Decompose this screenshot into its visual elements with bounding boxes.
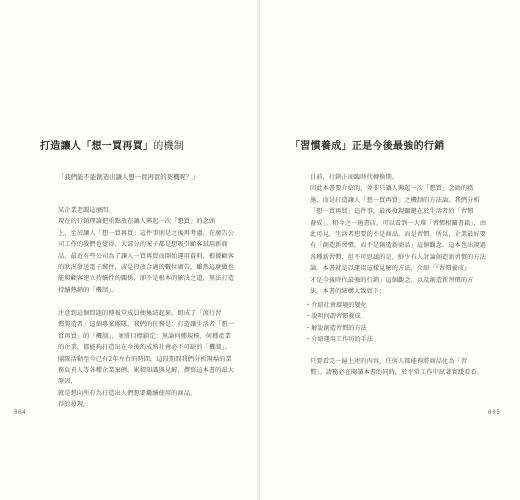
left-quote: 「我們能不能創造出讓人想一買再買的契機呢？」: [58, 173, 199, 181]
text-line: 團隊活動至今已有2年左右的時間，這段期間我們分析現場的業: [58, 355, 232, 363]
list-item: ・ 介紹運用工作坊的手法: [305, 334, 373, 345]
text-line: 務負責人等各種企業案例、累積知識與見解，撰寫這本書的最大原因，: [58, 367, 235, 386]
text-line: 有「創造新習慣，而不是創造新商品」這個觀念，這本也出現過: [310, 242, 487, 250]
text-line: 得的發現。: [58, 401, 90, 409]
right-chapter-title: [290, 137, 445, 152]
text-line: 現在的行銷理論把重點放在讓人興起一次「想買」的念頭: [58, 218, 216, 226]
text-line: 法。本書的結構大致如下：: [310, 288, 386, 296]
text-line: 注意到這個問題的博報堂成員便集結起來，組成了「流行習: [58, 310, 222, 317]
left-paragraph-1: [58, 205, 238, 296]
right-paragraph-2: [310, 356, 495, 379]
text-line: 施，而是打造讓人「想一買再買」之機制的方法論。我們分析: [310, 196, 480, 204]
list-item: ・ 說明何謂習慣養成: [305, 311, 373, 322]
page-number-left: 004: [14, 409, 27, 416]
text-line: 品。最近有些公司為了讓人一買再買而開始運用資料，根據顧客: [58, 252, 235, 260]
text-line: 此可見，生活者想要的不是商品，而是習慣。所以，企業最好要: [310, 231, 487, 239]
right-title-main: 「習慣養成」: [290, 141, 352, 152]
text-line: 「想一買再買」這件事，最後發現關鍵在於生活者的「習慣: [310, 208, 474, 216]
list-item: ・ 介紹社會環境的變化: [305, 300, 373, 311]
text-line: 上，至於讓人「想一買再買」這件事則是之後再考慮。在廣告公: [58, 229, 235, 237]
text-line: 司工作的我們也覺得，大部分的案子都是想吸引顧客試用新商: [58, 241, 228, 249]
right-page: [260, 0, 520, 500]
right-title-tail: 正是今後最強的行銷: [351, 141, 445, 152]
text-line: 能與顧客建立持續性的關係，卻不是根本的解決之道，無法打造: [58, 275, 235, 283]
text-line: 各種新習慣，但不可思議的是，鮮少有人討論創造新習慣的方法: [310, 253, 487, 261]
text-line: 慣製造者」這個專案團隊，我們的任務是：打造讓生活者「想一: [58, 321, 235, 329]
left-title-tail: 的機制: [153, 141, 185, 152]
text-line: 就是想向所有為打造出人們想要繼續使用的商品、: [58, 389, 197, 397]
text-line: 慣」。請務必在閱讀本書的同時，於平常工作中試著實踐看看。: [310, 369, 483, 377]
left-paragraph-2: [58, 308, 238, 411]
content-outline-list: [305, 300, 373, 346]
right-paragraph-1: [310, 172, 495, 297]
list-item: ・ 解說創造習慣的方法: [305, 323, 373, 334]
text-line: 某企業老闆這麼問。: [58, 207, 115, 214]
text-line: 論。本書就是以運用這樣見解的方法，介紹「『習慣養成』: [310, 265, 471, 273]
text-line: 持續熱銷的「機制」。: [58, 286, 118, 294]
text-line: 因此本書要介紹的，並非只讓人興起一次「想買」念頭的措: [310, 185, 474, 193]
text-line: 的企業，都能夠打造出在今後的成熟社會必不可缺的「機制」。: [58, 344, 231, 352]
text-line: 的狀況發送電子郵件，或是投放合適的數位廣告，雖然這麼做也: [58, 264, 235, 272]
text-line: 目前，行銷正面臨時代轉換期。: [310, 174, 399, 181]
text-line: 才是今後時代最強的行銷」這個觀念，以及創造新習慣的方: [310, 276, 474, 284]
text-line: 買再買」的「機制」，並將目標鎖定：無論何種規模、何種產業: [58, 332, 231, 340]
left-chapter-title: [40, 137, 184, 152]
page-number-right: 005: [488, 409, 501, 416]
text-line: 只要看完一遍上述的內容，任何人都能夠將商品化為「習: [310, 358, 468, 365]
text-line: 養成」。和今之一趟書店，可以看到一大堆「習慣相關書籍」，由: [310, 219, 487, 227]
left-title-main: 打造讓人「想一買再買」: [40, 141, 154, 152]
